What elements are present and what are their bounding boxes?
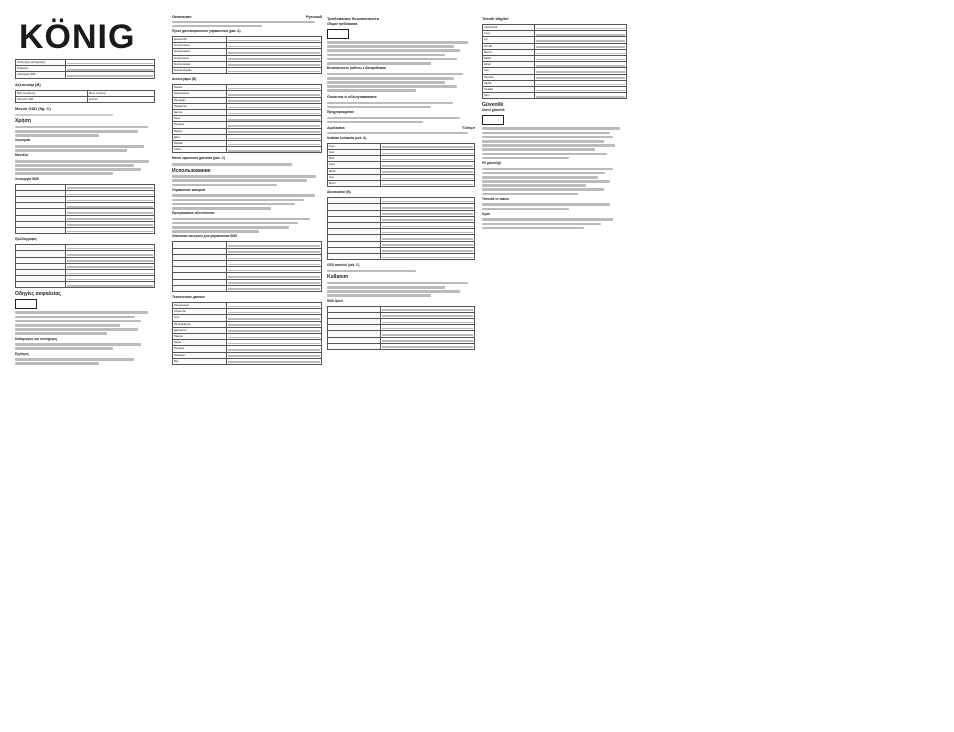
section-title: Требования безопасности: [327, 16, 380, 21]
ctrl-label: Mod: [328, 156, 381, 162]
menu-row-label: Λειτουργία SMS: [16, 72, 66, 78]
section-title: Açıklama: [327, 125, 345, 130]
spec-table-tr: [482, 24, 627, 99]
setting-label: Питание: [173, 122, 227, 128]
setting-label: Формат: [173, 141, 227, 147]
remote-row-label: Кнопка OK: [173, 36, 227, 42]
spec-label: Güç: [483, 68, 535, 74]
warning-icon: [15, 299, 37, 309]
spec-label: Çözünürlük: [483, 25, 535, 31]
section-title: Αξεσουάρ (B): [15, 81, 41, 87]
language-label: Русский: [305, 14, 322, 19]
accessory-cell: Ιμάντας: [87, 96, 154, 102]
section-title: Temizlik ve bakım: [482, 196, 509, 201]
remote-row-label: Кнопка вниз: [173, 55, 227, 61]
menu-row-label: Ρυθμίσεις: [16, 66, 66, 72]
section-title: Описание настроек для управления SMS: [172, 234, 238, 239]
section-title: Программное обеспечение: [172, 211, 215, 216]
spec-label: Экран: [173, 340, 227, 346]
section-title: Меню экранного дисплея (рис. С): [172, 156, 226, 161]
spec-table: [15, 244, 155, 288]
column-greek: [15, 57, 155, 732]
spec-label: Питание: [173, 346, 227, 352]
spec-table-ru: [172, 302, 322, 365]
logo-text: KÖNIG: [19, 18, 136, 56]
spec-label: Объектив: [173, 309, 227, 315]
remote-table-tr: [327, 143, 475, 187]
setting-label: Сброс: [173, 147, 227, 153]
spec-label: Дальность: [173, 327, 227, 333]
section-title: Предупреждение: [327, 110, 355, 115]
section-title: Λογισμικό: [15, 138, 31, 143]
spec-label: Sıcaklık: [483, 87, 535, 93]
spec-label: Lens: [483, 31, 535, 37]
setting-label: Разрешение: [173, 91, 227, 97]
section-title: Καθαρισμός και συντήρηση: [15, 336, 57, 341]
section-title: Εγγύηση: [15, 351, 29, 356]
section-title: Аксессуары (В): [172, 77, 197, 82]
menu-row-label: Αισθητήρας καταγραφής: [16, 60, 66, 66]
section-title: SMS İşlevi: [327, 298, 343, 303]
section-title: Οδηγίες ασφαλείας: [15, 291, 61, 298]
remote-table: [172, 36, 322, 74]
spec-label: Bellek: [483, 56, 535, 62]
section-title: Управление камерой: [172, 187, 206, 192]
sms-table-tr: [327, 306, 475, 350]
accessory-table-tr: [327, 197, 475, 260]
konig-logo: [15, 17, 136, 57]
spec-label: Nem: [483, 93, 535, 99]
section-title: Λειτουργία SMS: [15, 176, 40, 181]
sms-table: [15, 184, 155, 235]
section-title: Χρήση: [15, 118, 31, 125]
setting-label: Датчик: [173, 110, 227, 116]
spec-label: Açı: [483, 37, 535, 43]
section-title: Очистка и обслуживание: [327, 94, 377, 100]
ctrl-label: Ayar: [328, 149, 381, 155]
section-title: Μοντέλα: [15, 153, 28, 158]
section-title: Технические данные: [172, 294, 205, 299]
spec-label: Ağırlık: [483, 80, 535, 86]
spec-label: IR LED: [483, 43, 535, 49]
section-title: Προδιαγραφές: [15, 237, 38, 242]
setting-label: Интервал: [173, 97, 227, 103]
ctrl-label: Ekran: [328, 168, 381, 174]
accessory-cell: Καλώδιο USB: [16, 96, 88, 102]
section-title: Общие требования: [327, 22, 358, 26]
spec-label: Boyutlar: [483, 74, 535, 80]
remote-row-label: Кнопка вправо: [173, 67, 227, 73]
spec-label: ИК-подсветка: [173, 321, 227, 327]
spec-label: Разрешение: [173, 302, 227, 308]
warning-icon: [482, 115, 504, 125]
warning-icon: [327, 29, 349, 39]
section-title: Güvenlik: [482, 102, 504, 109]
spec-label: Menzil: [483, 49, 535, 55]
spec-label: Память: [173, 333, 227, 339]
accessory-cell: Βάση στήριξης: [87, 90, 154, 96]
sms-settings-table: [172, 241, 322, 292]
spec-label: Размеры: [173, 352, 227, 358]
section-title: Пульт дистанционного управления (рис. А): [172, 28, 241, 33]
spec-label: Вес: [173, 358, 227, 364]
settings-table: [172, 84, 322, 153]
menu-table: [15, 59, 155, 79]
ctrl-label: Güç: [328, 174, 381, 180]
ctrl-label: Menü: [328, 181, 381, 187]
section-title: OSD menüsü (şek. C): [327, 263, 360, 268]
spec-label: Угол: [173, 315, 227, 321]
section-title: Безопасность работы с батарейками: [327, 66, 386, 71]
column-russian: [172, 14, 322, 689]
setting-label: Дата: [173, 134, 227, 140]
section-title: Uzaktan kumanda (şek. A): [327, 135, 367, 140]
ctrl-label: Tuşu: [328, 143, 381, 149]
section-title: Teknik bilgiler: [482, 16, 509, 21]
section-title: Pil güvenliği: [482, 160, 501, 165]
remote-row-label: Кнопка вверх: [173, 49, 227, 55]
column-safety-turkish: [327, 14, 475, 689]
section-title: Описание: [172, 14, 192, 19]
section-title: Μενού OSD (fig. C): [15, 106, 51, 112]
accessory-table: [15, 90, 155, 103]
accessory-cell: Βίδα ασφάλισης: [16, 90, 88, 96]
setting-label: Время: [173, 128, 227, 134]
language-label: Türkçe: [461, 125, 475, 130]
remote-row-label: Кнопка влево: [173, 61, 227, 67]
spec-label: Ekran: [483, 62, 535, 68]
column-turkish-specs: [482, 14, 627, 689]
section-title: Aksesuarlar (B): [327, 190, 351, 195]
section-title: Использование: [172, 167, 211, 174]
ctrl-label: Kayıt: [328, 162, 381, 168]
section-title: Genel güvenlik: [482, 108, 505, 113]
remote-row-label: Кнопка меню: [173, 43, 227, 49]
section-title: Kullanım: [327, 274, 349, 281]
setting-label: Режим: [173, 85, 227, 91]
setting-label: Язык: [173, 116, 227, 122]
setting-label: Подсветка: [173, 103, 227, 109]
section-title: Uyarı: [482, 211, 490, 216]
